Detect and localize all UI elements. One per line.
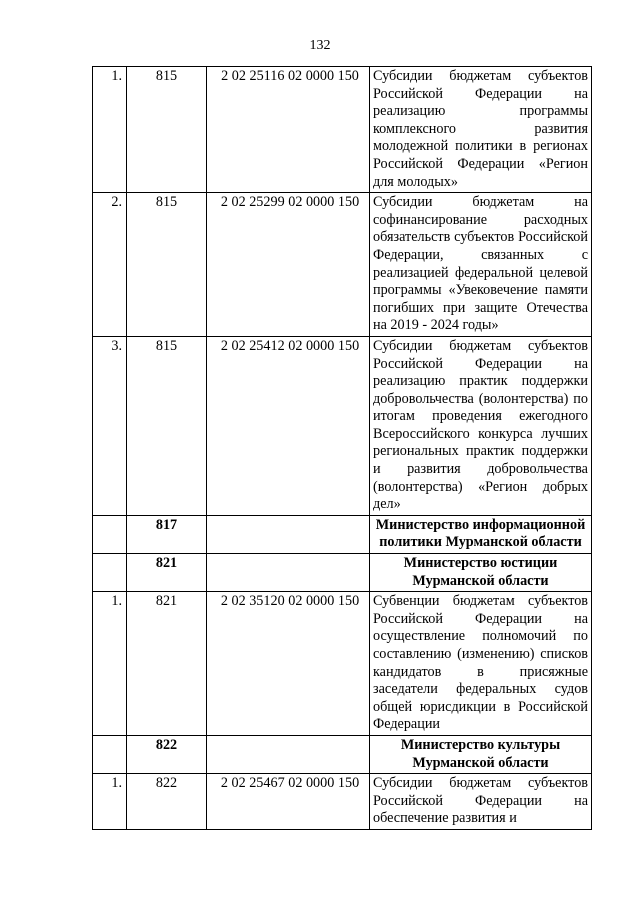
description-cell: Субсидии бюджетам субъектов Российской Федерации на обеспечение развития и <box>370 774 592 830</box>
revenue-code-cell: 2 02 25467 02 0000 150 <box>207 774 370 830</box>
administrator-code-cell: 815 <box>127 336 207 515</box>
revenue-code-cell: 2 02 25116 02 0000 150 <box>207 67 370 193</box>
page-number: 132 <box>309 38 331 53</box>
table-row <box>93 193 592 337</box>
administrator-code-cell: 822 <box>127 774 207 830</box>
administrator-code-cell: 821 <box>127 554 207 592</box>
row-number-cell: 2. <box>93 193 127 337</box>
row-number-cell: 1. <box>93 67 127 193</box>
ministry-title-cell: Министерство юстиции Мурманской области <box>370 554 592 592</box>
row-number-cell <box>93 515 127 553</box>
revenue-code-cell <box>207 735 370 773</box>
table-body <box>93 67 592 830</box>
administrator-code-cell: 821 <box>127 592 207 736</box>
row-number-cell <box>93 554 127 592</box>
revenue-code-cell: 2 02 25412 02 0000 150 <box>207 336 370 515</box>
administrator-code-cell: 815 <box>127 193 207 337</box>
revenue-code-cell: 2 02 35120 02 0000 150 <box>207 592 370 736</box>
row-number-cell: 1. <box>93 592 127 736</box>
ministry-header-row <box>93 515 592 553</box>
revenue-code-cell <box>207 554 370 592</box>
ministry-title-cell: Министерство культуры Мурманской области <box>370 735 592 773</box>
table-row <box>93 592 592 736</box>
description-cell: Субсидии бюджетам на софинансирование расходных обязательств субъектов Российской Федерации, связанных с реализацией федеральной целевой программы «Увековечение памяти погибших при защите Отечества на 2019 - 2024 годы» <box>370 193 592 337</box>
row-number-cell: 3. <box>93 336 127 515</box>
row-number-cell <box>93 735 127 773</box>
administrator-code-cell: 815 <box>127 67 207 193</box>
revenue-code-cell: 2 02 25299 02 0000 150 <box>207 193 370 337</box>
ministry-title-cell: Министерство информационной политики Мурманской области <box>370 515 592 553</box>
administrator-code-cell: 822 <box>127 735 207 773</box>
description-cell: Субсидии бюджетам субъектов Российской Федерации на реализацию практик поддержки добровольчества (волонтерства) по итогам проведения ежегодного Всероссийского конкурса лучших региональных практик поддержки и развития добровольчества (волонтерства) «Регион добрых дел» <box>370 336 592 515</box>
description-cell: Субсидии бюджетам субъектов Российской Федерации на реализацию программы комплексного развития молодежной политики в регионах Российской Федерации «Регион для молодых» <box>370 67 592 193</box>
row-number-cell: 1. <box>93 774 127 830</box>
revenue-code-cell <box>207 515 370 553</box>
table-row <box>93 774 592 830</box>
administrator-code-cell: 817 <box>127 515 207 553</box>
ministry-header-row <box>93 554 592 592</box>
table-row <box>93 67 592 193</box>
description-cell: Субвенции бюджетам субъектов Российской Федерации на осуществление полномочий по составлению (изменению) списков кандидатов в присяжные заседатели федеральных судов общей юрисдикции в Российской Федерации <box>370 592 592 736</box>
table-row <box>93 336 592 515</box>
revenue-classification-table <box>92 66 592 830</box>
ministry-header-row <box>93 735 592 773</box>
